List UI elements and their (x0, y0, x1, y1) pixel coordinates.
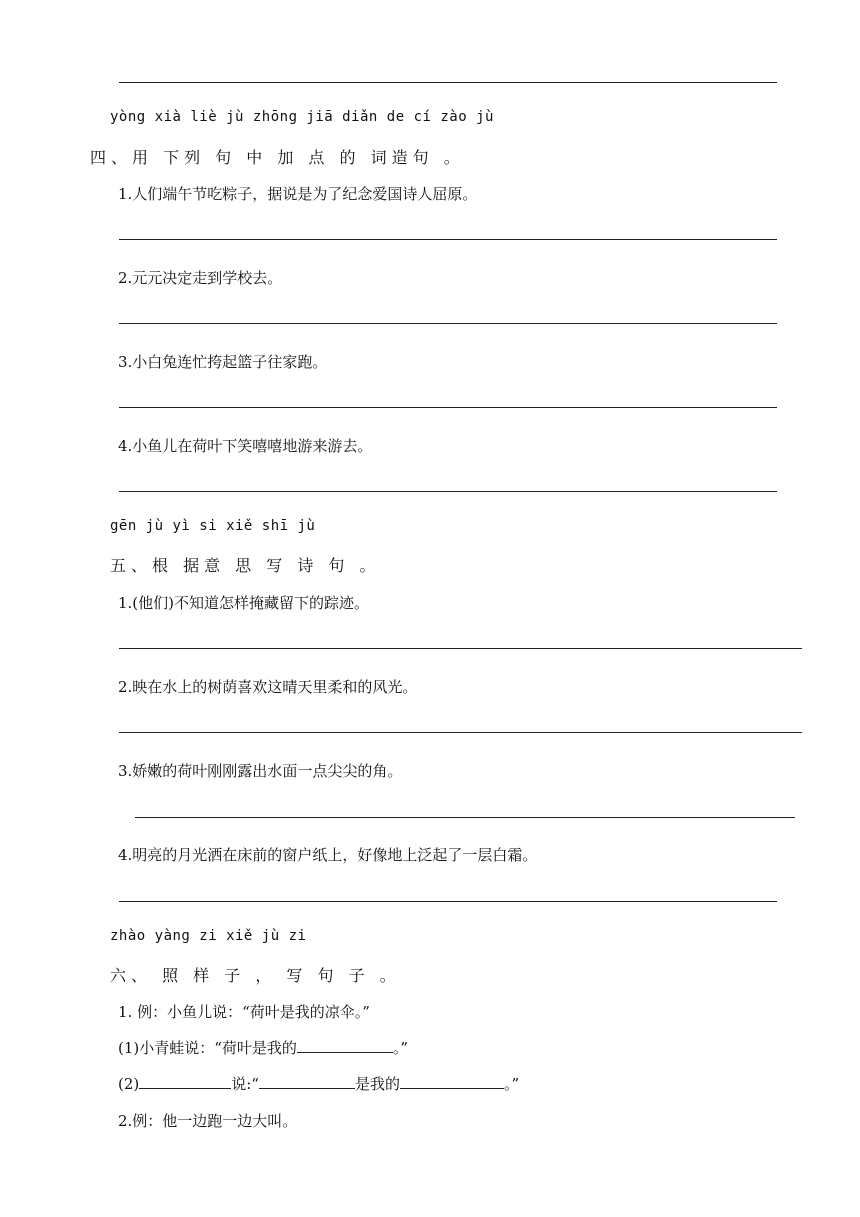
section5-item-2: 2.映在水上的树荫喜欢这晴天里柔和的风光。 (118, 678, 418, 696)
answer-line[interactable] (119, 239, 777, 240)
answer-line[interactable] (119, 491, 777, 492)
section5-item-4: 4.明亮的月光洒在床前的窗户纸上，好像地上泛起了一层白霜。 (118, 846, 538, 864)
answer-line[interactable] (119, 323, 777, 324)
line2-middle: 是我的 (354, 1075, 400, 1093)
answer-line[interactable] (119, 82, 777, 83)
fill-blank[interactable] (259, 1074, 355, 1089)
line1-prefix: (1)小青蛙说：“荷叶是我的 (118, 1039, 297, 1057)
section6-line-2 (118, 1073, 519, 1094)
answer-line[interactable] (119, 901, 777, 902)
section6-example-2: 2.例：他一边跑一边大叫。 (118, 1112, 298, 1130)
fill-blank[interactable] (297, 1038, 393, 1053)
section6-pinyin: zhào yàng zi xiě jù zi (110, 928, 307, 944)
section5-title: 五、根 据意 思 写 诗 句 。 (110, 556, 381, 575)
fill-blank[interactable] (139, 1074, 231, 1089)
section5-item-3: 3.娇嫩的荷叶刚刚露出水面一点尖尖的角。 (118, 762, 403, 780)
line2-prefix: (2) (118, 1075, 140, 1093)
answer-line[interactable] (135, 817, 795, 818)
section5-pinyin: gēn jù yì si xiě shī jù (110, 518, 316, 534)
section6-title: 六、 照 样 子 ， 写 句 子 。 (110, 966, 401, 985)
section4-item-1: 1.人们端午节吃粽子，据说是为了纪念爱国诗人屈原。 (118, 185, 478, 203)
section4-item-2: 2.元元决定走到学校去。 (118, 269, 283, 287)
section4-title: 四、用 下列 句 中 加 点 的 词造句 。 (90, 148, 465, 167)
section6-line-1 (118, 1037, 408, 1058)
section6-example-1: 1. 例：小鱼儿说：“荷叶是我的凉伞。” (118, 1003, 370, 1021)
line2-said: 说:“ (231, 1075, 259, 1093)
answer-line[interactable] (119, 407, 777, 408)
section5-item-1: 1.(他们)不知道怎样掩藏留下的踪迹。 (118, 594, 370, 612)
section4-item-4: 4.小鱼儿在荷叶下笑嘻嘻地游来游去。 (118, 437, 373, 455)
answer-line[interactable] (119, 648, 802, 649)
section4-item-3: 3.小白兔连忙挎起篮子往家跑。 (118, 353, 328, 371)
fill-blank[interactable] (400, 1074, 504, 1089)
line1-suffix: 。” (392, 1039, 409, 1057)
section4-pinyin: yòng xià liè jù zhōng jiā diǎn de cí zào jù (110, 109, 494, 125)
line2-suffix: 。” (504, 1075, 520, 1093)
answer-line[interactable] (119, 732, 802, 733)
